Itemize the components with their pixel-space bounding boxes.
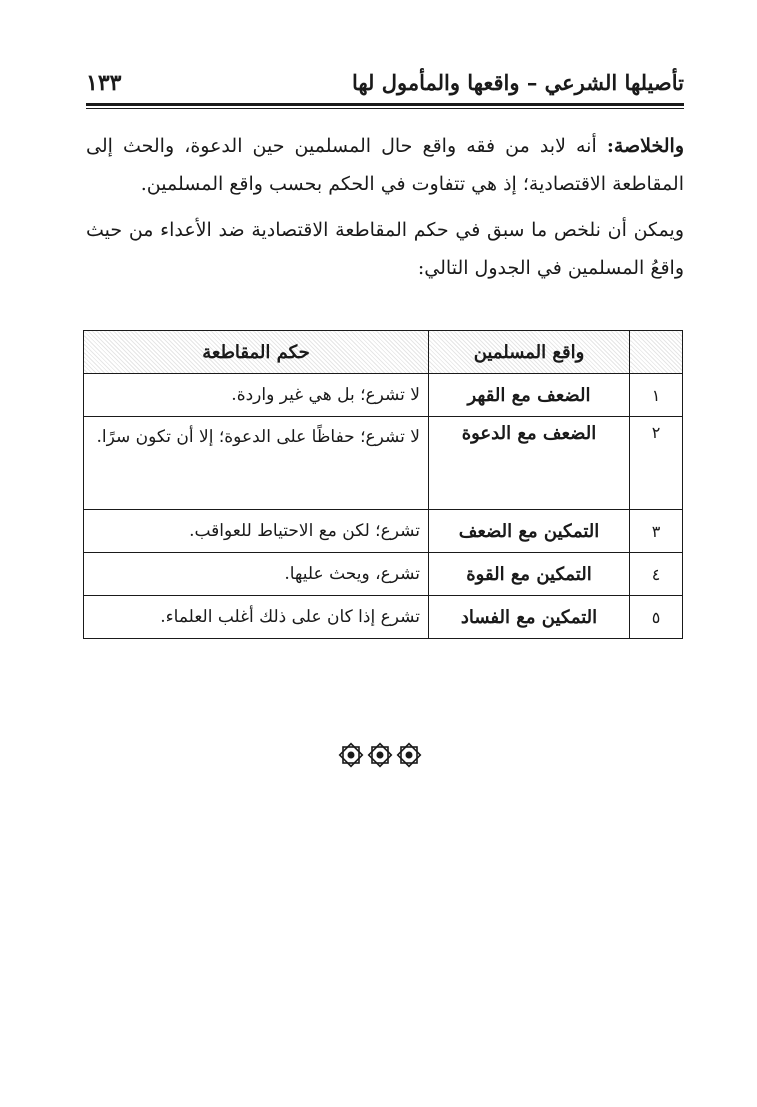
star-ornament-icon [367,742,393,770]
intro-paragraph: ويمكن أن نلخص ما سبق في حكم المقاطعة الاقتصادية ضد الأعداء من حيث واقعُ المسلمين في الجدول التالي: [86,219,684,279]
page-number: ١٣٣ [86,70,122,96]
row-num: ١ [630,374,683,417]
running-header [86,68,684,102]
summary-lead: والخلاصة: [606,135,684,157]
header-status: واقع المسلمين [429,331,630,374]
ruling-table [83,330,683,639]
summary-text: أنه لابد من فقه واقع حال المسلمين حين الدعوة، والحث إلى المقاطعة الاقتصادية؛ إذ هي تتفاوت في الحكم بحسب واقع المسلمين. [86,135,684,195]
header-num [630,331,683,374]
row-num: ٢ [630,417,683,510]
row-ruling: تشرع، ويحث عليها. [84,553,429,596]
table-header-row [84,331,683,374]
table-row [84,510,683,553]
row-status: التمكين مع الفساد [429,596,630,639]
row-num: ٥ [630,596,683,639]
table-row [84,553,683,596]
header-title: تأصيلها الشرعي – واقعها والمأمول لها [351,70,684,95]
star-ornament-icon [338,742,364,770]
header-ruling: حكم المقاطعة [84,331,429,374]
row-status: التمكين مع القوة [429,553,630,596]
row-status: التمكين مع الضعف [429,510,630,553]
star-ornament-icon [396,742,422,770]
row-ruling: تشرع إذا كان على ذلك أغلب العلماء. [84,596,429,639]
row-ruling: لا تشرع؛ بل هي غير واردة. [84,374,429,417]
table-row [84,417,683,510]
table-row [84,596,683,639]
row-num: ٣ [630,510,683,553]
row-status: الضعف مع القهر [429,374,630,417]
section-end-ornament [338,742,422,770]
row-status: الضعف مع الدعوة [429,417,630,510]
header-rule-thin [86,108,684,109]
table-row [84,374,683,417]
row-ruling: لا تشرع؛ حفاظًا على الدعوة؛ إلا أن تكون سرًا. [84,417,429,510]
header-rule-thick [86,103,684,106]
row-ruling: تشرع؛ لكن مع الاحتياط للعواقب. [84,510,429,553]
summary-paragraph [86,127,684,203]
row-num: ٤ [630,553,683,596]
